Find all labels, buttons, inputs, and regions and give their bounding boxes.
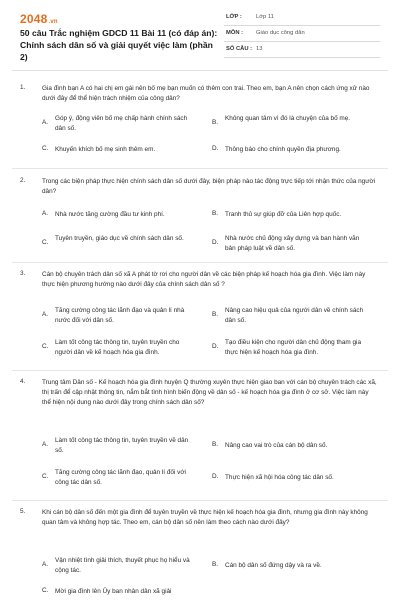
option-text: Nâng cao hiệu quả của người dân về chính sách dân số. [225,307,364,324]
question-text: Trung tâm Dân số - Kế hoạch hóa gia đình huyện Q thường xuyên thực hiện giao ban với cán bộ chuyên trách các xã, thị trấn để cập nhật thông tin, nắm bắt tình hình biến động về dân số - kế hoạch hóa gia đình ở cơ sở. Việc làm này thể hiện nội dung nào dưới đây trong chính sách dân số? [42,379,377,406]
option-text: Thông báo cho chính quyền địa phương. [225,146,341,153]
meta-key: SỐ CÂU : [226,46,253,52]
meta-row-subject [224,26,380,42]
option-text: Tăng cường công tác lãnh đạo, quản lí đối với công tác dân số. [55,469,186,486]
question-text: Cán bộ chuyên trách dân số xã A phát tờ rơi cho người dân về các biện pháp kế hoạch hóa gia đình. Việc làm này thực hiện phương hướng nào dưới đây của chính sách dân số ? [42,271,366,288]
meta-value: Lớp 11 [256,14,274,20]
question-number: 5. [20,508,26,515]
question-text: Khi cán bộ dân số đến một gia đình để tuyên truyền về thực hiện kế hoạch hóa gia đình, nhưng gia đình này không quan tâm và không hợp tác. Theo em, cán bộ dân số nên làm theo cách nào dưới đây? [42,509,368,526]
option-text: Tranh thủ sự giúp đỡ của Liên hợp quốc. [225,211,342,218]
option-text: Thực hiện xã hội hóa công tác dân số. [225,474,334,481]
meta-value: Giáo dục công dân [256,30,305,36]
page-header [0,0,400,62]
logo-suffix: .vn [48,19,58,25]
question-divider [12,370,388,371]
option-text: Nhà nước tăng cường đầu tư kinh phí. [55,211,165,218]
option-text: Tuyên truyền, giáo dục về chính sách dân số. [55,235,184,242]
option-text: Không quan tâm vì đó là chuyện của bố mẹ. [225,115,351,122]
option-letter: D. [212,145,219,152]
option-text: Tạo điều kiện cho người dân chủ động tham gia thực hiện kế hoạch hóa gia đình. [225,339,362,356]
meta-row-grade [224,10,380,26]
question-text: Trong các biện pháp thực hiện chính sách dân số dưới đây, biện pháp nào tác động trực tiếp tới nhận thức của người dân? [42,178,376,195]
option-letter: B. [212,561,219,568]
option-text: Vận nhiệt tình giải thích, thuyết phục họ hiểu và cộng tác. [55,557,190,574]
meta-row-count [224,42,380,58]
option-letter: C. [42,145,49,152]
option-text: Làm tốt công tác thông tin, tuyên truyền cho người dân về kế hoạch hóa gia đình. [55,339,180,356]
question-number: 2. [20,177,26,184]
option-text: Nhà nước chủ động xây dựng và ban hành văn bản pháp luật về dân số. [225,235,360,252]
option-text: Nâng cao vai trò của cán bộ dân số. [225,442,328,449]
option-text: Tăng cường công tác lãnh đạo và quản lí nhà nước đối với dân số. [55,307,185,324]
option-letter: A. [42,561,49,568]
option-letter: A. [42,311,49,318]
option-letter: D. [212,239,219,246]
option-letter: C. [42,587,49,594]
option-letter: B. [212,210,219,217]
option-letter: C. [42,473,49,480]
meta-value: 13 [256,46,263,52]
option-letter: C. [42,239,49,246]
meta-key: LỚP : [226,14,242,20]
option-text: Góp ý, động viên bố mẹ chấp hành chính sách dân số. [55,115,188,132]
question-divider [12,168,388,169]
question-number: 4. [20,378,26,385]
option-letter: B. [212,311,219,318]
question-number: 1. [20,84,26,91]
header-divider [12,70,388,71]
site-logo[interactable] [20,12,58,26]
option-letter: B. [212,441,219,448]
option-letter: B. [212,119,219,126]
question-number: 3. [20,270,26,277]
option-letter: A. [42,119,49,126]
option-letter: D. [212,343,219,350]
question-text: Gia đình bạn A có hai chị em gái nên bố mẹ bạn muốn có thêm con trai. Theo em, bạn A nên chọn cách ứng xử nào dưới đây để thể hiện trách nhiệm của công dân? [42,85,370,102]
option-text: Khuyến khích bố mẹ sinh thêm em. [55,146,156,153]
option-letter: C. [42,343,49,350]
question-divider [12,500,388,501]
option-text: Cán bộ dân số đứng dậy và ra về. [225,562,322,569]
document-meta [224,10,380,58]
question-divider [12,262,388,263]
option-letter: D. [212,473,219,480]
document-title: 50 câu Trắc nghiệm GDCD 11 Bài 11 (có đáp án): Chính sách dân số và giải quyết việc làm (phần 2) [20,28,218,62]
option-letter: A. [42,441,49,448]
logo-text: 2048 [20,12,48,26]
option-text: Làm tốt công tác thông tin, tuyên truyền về dân số. [55,437,189,454]
option-text: Mời gia đình lên Ủy ban nhân dân xã giải [55,588,172,595]
option-letter: A. [42,210,49,217]
meta-key: MÔN : [226,30,244,36]
